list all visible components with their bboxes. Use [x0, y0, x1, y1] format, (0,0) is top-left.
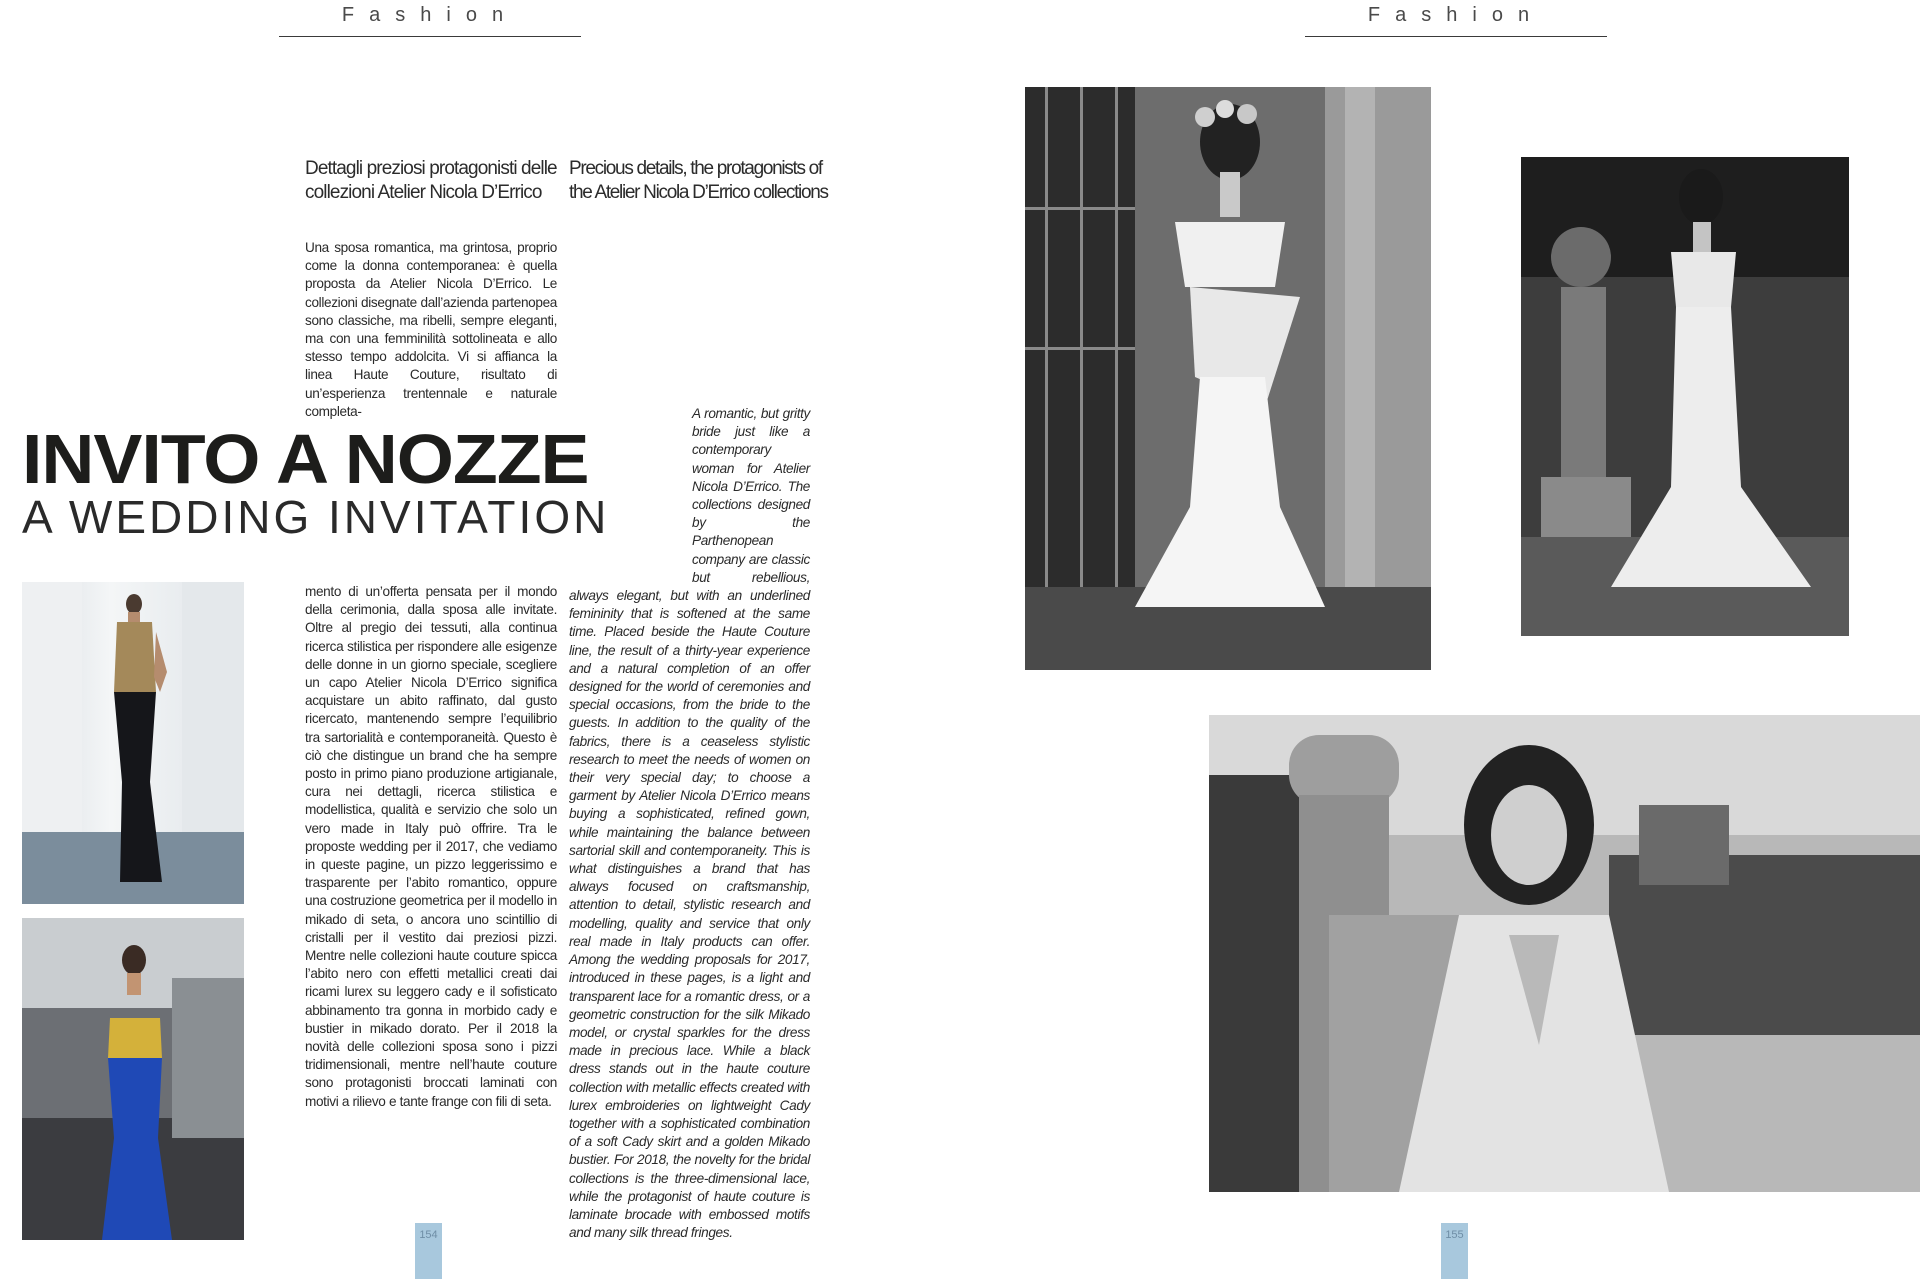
main-title: INVITO A NOZZE	[22, 420, 589, 498]
body-english-column	[569, 239, 810, 1242]
photo-bride-lace-mermaid	[1521, 157, 1849, 636]
photo-bride-lace-sleeves	[1209, 715, 1920, 1192]
body-italian-part1: Una sposa romantica, ma grintosa, proprio come la donna contemporanea: è quella proposta da Atelier Nicola D’Errico. Le collezioni disegnate dall’azienda partenopea sono classiche, ma ribelli, sempre eleganti, ma con una femminilità sottolineata e allo stesso tempo addolcita. Vi si affianca la linea Haute Couture, risultato di un’esperienza trentennale e naturale completa-	[305, 240, 557, 419]
running-header-left: Fashion	[279, 2, 581, 37]
subtitle-english: Precious details, the protagonists of the Atelier Nicola D’Errico collections	[569, 158, 828, 203]
photo-black-gown	[22, 582, 244, 904]
subtitle-italian: Dettagli preziosi protagonisti delle collezioni Atelier Nicola D’Errico	[305, 158, 557, 203]
sub-title: A WEDDING INVITATION	[22, 491, 610, 543]
body-italian-part2: mento di un’offerta pensata per il mondo della cerimonia, dalla sposa alle invitate. Oltre al pregio dei tessuti, alla continua ricerca stilistica per rispondere alle esigenze delle donne in un giorno speciale, scegliere un capo Atelier Nicola D’Errico significa acquistare un abito raffinato, dal gusto ricercato, mantenendo sempre l’equilibrio tra sartorialità e contemporaneità. Questo è ciò che distingue un brand che ha sempre posto in primo piano produzione artigianale, cura nei dettagli, ricerca stilistica e modellistica, qualità e servizio che solo un vero made in Italy può offrire. Tra le proposte wedding per il 2017, che vediamo in queste pagine, un pizzo leggerissimo e trasparente per l’abito romantico, oppure una costruzione geometrica per il modello in mikado di seta, o ancora uno scintillio di cristalli per il vestito dai preziosi pizzi. Mentre nelle collezioni haute couture spicca l’abito nero con effetti metallici creati dai ricami lurex su leggero cady e il sofisticato abbinamento tra gonna in morbido cady e bustier in mikado dorato. Per il 2018 la novità delle collezioni sposa sono i pizzi tridimensionali, mentre nell’haute couture sono protagonisti broccati laminati con motivi a rilievo e tante frange con fili di seta.	[305, 584, 557, 1109]
running-header-right: Fashion	[1305, 2, 1607, 37]
page-number-left: 154	[415, 1223, 442, 1279]
photo-blue-gown	[22, 918, 244, 1240]
body-english: A romantic, but gritty bride just like a contemporary woman for Atelier Nicola D’Errico. The collections designed by the Parthenopean company are classic but rebellious, always elegant, but with an underlined femininity that is softened at the same time. Placed beside the Haute Couture line, the result of a thirty-year experience and a natural completion of an offer designed for the world of ceremonies and special occasions, from the bride to the guests. In addition to the quality of the fabrics, there is a ceaseless stylistic research to meet the needs of women on their very special day; to choose a garment by Atelier Nicola D’Errico means buying a sophisticated, refined gown, while maintaining the balance between sartorial skill and contemporaneity. This is what distinguishes a brand that has always focused on craftsmanship, attention to detail, stylistic research and modelling, quality and service that only real made in Italy products can offer. Among the wedding proposals for 2017, introduced in these pages, is a light and transparent lace for a romantic dress, or a geometric construction for the silk Mikado model, or crystal sparkles for the dress made in precious lace. While a black dress stands out in the haute couture collection with metallic effects created with lurex embroideries on lightweight Cady together with a sophisticated combination of a soft Cady skirt and a golden Mikado bustier. For 2018, the novelty for the bridal collections is the three-dimensional lace, while the protagonist of haute couture is laminate brocade with embossed motifs and many silk thread fringes.	[569, 406, 810, 1241]
photo-bride-peplum-dress	[1025, 87, 1431, 670]
page-number-right: 155	[1441, 1223, 1468, 1279]
